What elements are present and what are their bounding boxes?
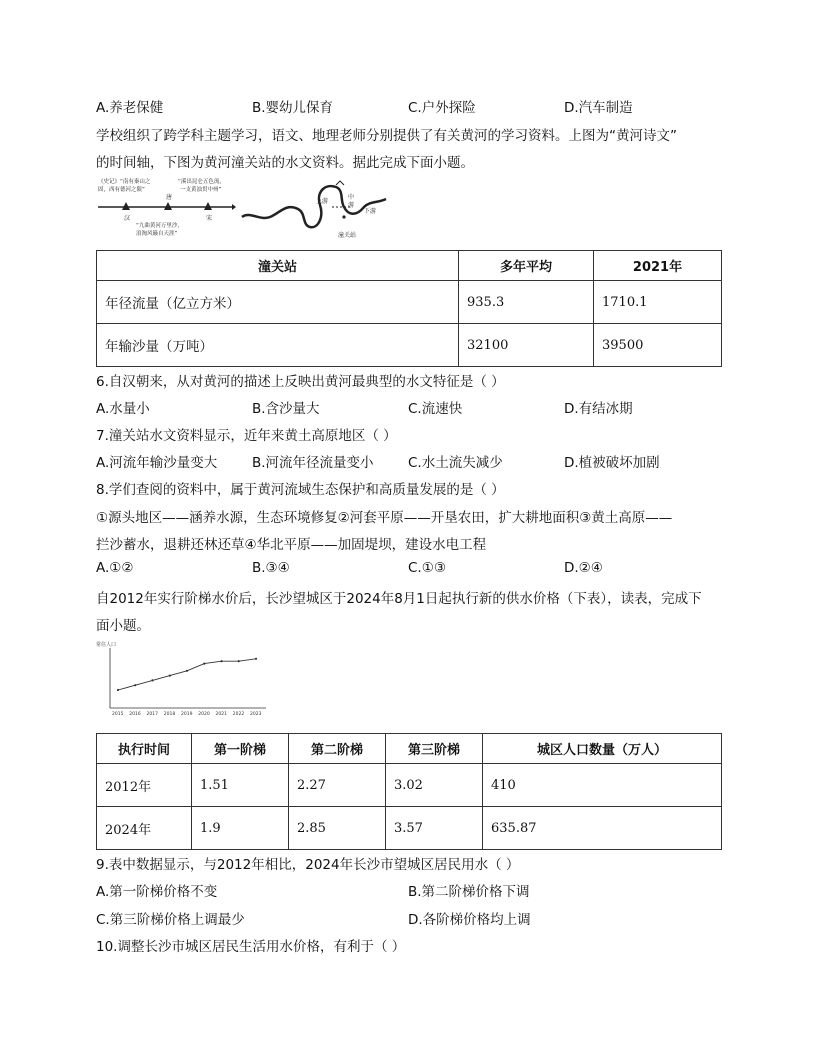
x-tick-label: 2017 xyxy=(146,712,158,717)
x-tick-label: 2018 xyxy=(163,712,176,717)
table2-row2-time: 2024年 xyxy=(97,807,192,850)
timeline-quote3b: 浪淘风簸自天涯” xyxy=(136,231,178,237)
x-tick-label: 2016 xyxy=(129,712,141,717)
table2-header-population: 城区人口数量（万人） xyxy=(483,734,722,764)
population-point xyxy=(255,658,257,660)
q6-option-c: C.流速快 xyxy=(408,401,463,417)
table2-header-tier2: 第二阶梯 xyxy=(289,734,386,764)
timeline-quote1b: 固，西有德河之限” xyxy=(98,187,145,193)
table2-row2-tier3: 3.57 xyxy=(386,807,483,850)
table2-row1-time: 2012年 xyxy=(97,764,192,807)
tongguan-station-dot xyxy=(342,215,345,218)
timeline-quote3: “九曲黄河万里沙， xyxy=(136,223,183,229)
q6-option-b: B.含沙量大 xyxy=(252,401,320,417)
population-chart xyxy=(96,640,272,724)
timeline-era-song: 宋 xyxy=(206,215,213,222)
population-point xyxy=(220,660,222,662)
q9-option-a: A.第一阶梯价格不变 xyxy=(96,884,218,900)
q8-line2: 拦沙蓄水，退耕还林还草④华北平原——加固堤坝，建设水电工程 xyxy=(96,537,487,553)
river-path xyxy=(242,186,386,227)
timeline-svg xyxy=(96,175,236,237)
population-point xyxy=(117,689,119,691)
q8-stem: 8.学们查阅的资料中，属于黄河流域生态保护和高质量发展的是（ ） xyxy=(96,482,505,498)
intro1-line1: 学校组织了跨学科主题学习，语文、地理老师分别提供了有关黄河的学习资料。上图为“黄河诗文” xyxy=(96,128,677,144)
population-chart-svg xyxy=(96,640,272,724)
table2-row1-population: 410 xyxy=(483,764,722,807)
river-label-lower: 下游 xyxy=(364,208,377,215)
x-tick-label: 2020 xyxy=(198,712,210,717)
q5-option-d: D.汽车制造 xyxy=(564,100,633,116)
q7-stem: 7.潼关站水文资料显示，近年来黄土高原地区（ ） xyxy=(96,428,397,444)
q7-option-d: D.植被破坏加剧 xyxy=(564,455,660,471)
intro2-line2: 面小题。 xyxy=(96,618,150,634)
q7-option-c: C.水土流失减少 xyxy=(408,455,503,471)
table1-header-2021: 2021年 xyxy=(594,251,722,281)
intro2-line1: 自2012年实行阶梯水价后，长沙望城区于2024年8月1日起执行新的供水价格（下表），读表，完成下 xyxy=(96,591,702,607)
table2-header-time: 执行时间 xyxy=(97,734,192,764)
water-price-table-header xyxy=(97,734,722,764)
river-label-station: 潼关站 xyxy=(338,232,357,239)
timeline-arrow xyxy=(232,204,236,210)
q6-stem: 6.自汉朝来，从对黄河的描述上反映出黄河最典型的水文特征是（ ） xyxy=(96,374,505,390)
table2-header-tier1: 第一阶梯 xyxy=(192,734,289,764)
timeline-quote2b: 一支黄浊贯中州” xyxy=(180,187,222,193)
intro1-line2: 的时间轴，下图为黄河潼关站的水文资料。据此完成下面小题。 xyxy=(96,155,474,171)
hydrology-table xyxy=(96,250,722,367)
q8-option-d: D.②④ xyxy=(564,560,603,576)
table2-row1-tier3: 3.02 xyxy=(386,764,483,807)
table1-row2-2021: 39500 xyxy=(594,324,722,367)
q8-option-b: B.③④ xyxy=(252,560,290,576)
timeline-marker-song xyxy=(204,202,212,210)
q10-stem: 10.调整长沙市城区居民生活用水价格，有利于（ ） xyxy=(96,939,406,955)
hydrology-table-header xyxy=(97,251,722,281)
river-label-upper: 上游 xyxy=(316,198,329,205)
river-label-mid2: 游 xyxy=(348,202,355,209)
q8-option-c: C.①③ xyxy=(408,560,446,576)
q9-option-c: C.第三阶梯价格上调最少 xyxy=(96,912,245,928)
table1-row1-label: 年径流量（亿立方米） xyxy=(97,281,459,324)
table2-row1-tier2: 2.27 xyxy=(289,764,386,807)
table1-row2-average: 32100 xyxy=(459,324,594,367)
q5-option-a: A.养老保健 xyxy=(96,100,164,116)
x-tick-label: 2022 xyxy=(232,712,245,717)
q9-stem: 9.表中数据显示，与2012年相比，2024年长沙市望城区居民用水（ ） xyxy=(96,857,520,873)
q5-option-c: C.户外探险 xyxy=(408,100,476,116)
poetry-timeline-figure xyxy=(96,175,236,237)
population-point xyxy=(151,679,153,681)
table-row xyxy=(97,807,722,850)
river-branch xyxy=(336,181,344,185)
q6-option-d: D.有结冰期 xyxy=(564,401,633,417)
table1-row1-2021: 1710.1 xyxy=(594,281,722,324)
table2-row2-tier1: 1.9 xyxy=(192,807,289,850)
population-point xyxy=(186,670,188,672)
table2-header-tier3: 第三阶梯 xyxy=(386,734,483,764)
table-row xyxy=(97,281,722,324)
table2-row1-tier1: 1.51 xyxy=(192,764,289,807)
river-label-mid1: 中 xyxy=(348,194,355,201)
timeline-era-han: 汉 xyxy=(124,215,131,222)
timeline-marker-tang xyxy=(164,202,172,210)
q6-option-a: A.水量小 xyxy=(96,401,150,417)
timeline-era-tang: 唐 xyxy=(166,194,173,201)
population-point xyxy=(169,675,171,677)
q9-option-b: B.第二阶梯价格下调 xyxy=(408,884,530,900)
table2-row2-population: 635.87 xyxy=(483,807,722,850)
q7-option-b: B.河流年径流量变小 xyxy=(252,455,374,471)
q5-option-b: B.婴幼儿保育 xyxy=(252,100,334,116)
table2-row2-tier2: 2.85 xyxy=(289,807,386,850)
x-tick-label: 2021 xyxy=(215,712,227,717)
timeline-quote2: “溪出昆仑五色流， xyxy=(178,179,225,185)
chart-ylabel: 常住人口 xyxy=(96,642,117,648)
water-price-table xyxy=(96,733,722,850)
yellow-river-map xyxy=(240,177,390,241)
table1-row2-label: 年输沙量（万吨） xyxy=(97,324,459,367)
table-row xyxy=(97,764,722,807)
table1-header-station: 潼关站 xyxy=(97,251,459,281)
q9-option-d: D.各阶梯价格均上调 xyxy=(408,912,531,928)
river-map-svg xyxy=(240,177,390,241)
x-tick-label: 2019 xyxy=(181,712,193,717)
population-line xyxy=(118,659,256,690)
population-point xyxy=(203,663,205,665)
q8-line1: ①源头地区——涵养水源，生态环境修复②河套平原——开垦农田，扩大耕地面积③黄土高原—— xyxy=(96,510,673,526)
q7-option-a: A.河流年输沙量变大 xyxy=(96,455,218,471)
population-point xyxy=(238,660,240,662)
table-row xyxy=(97,324,722,367)
timeline-marker-han xyxy=(122,202,130,210)
population-point xyxy=(134,684,136,686)
x-tick-label: 2015 xyxy=(112,712,124,717)
table1-row1-average: 935.3 xyxy=(459,281,594,324)
table1-header-average: 多年平均 xyxy=(459,251,594,281)
timeline-quote1: 《史记》“南有秦山之 xyxy=(98,179,151,185)
q8-option-a: A.①② xyxy=(96,560,134,576)
x-tick-label: 2023 xyxy=(250,712,262,717)
